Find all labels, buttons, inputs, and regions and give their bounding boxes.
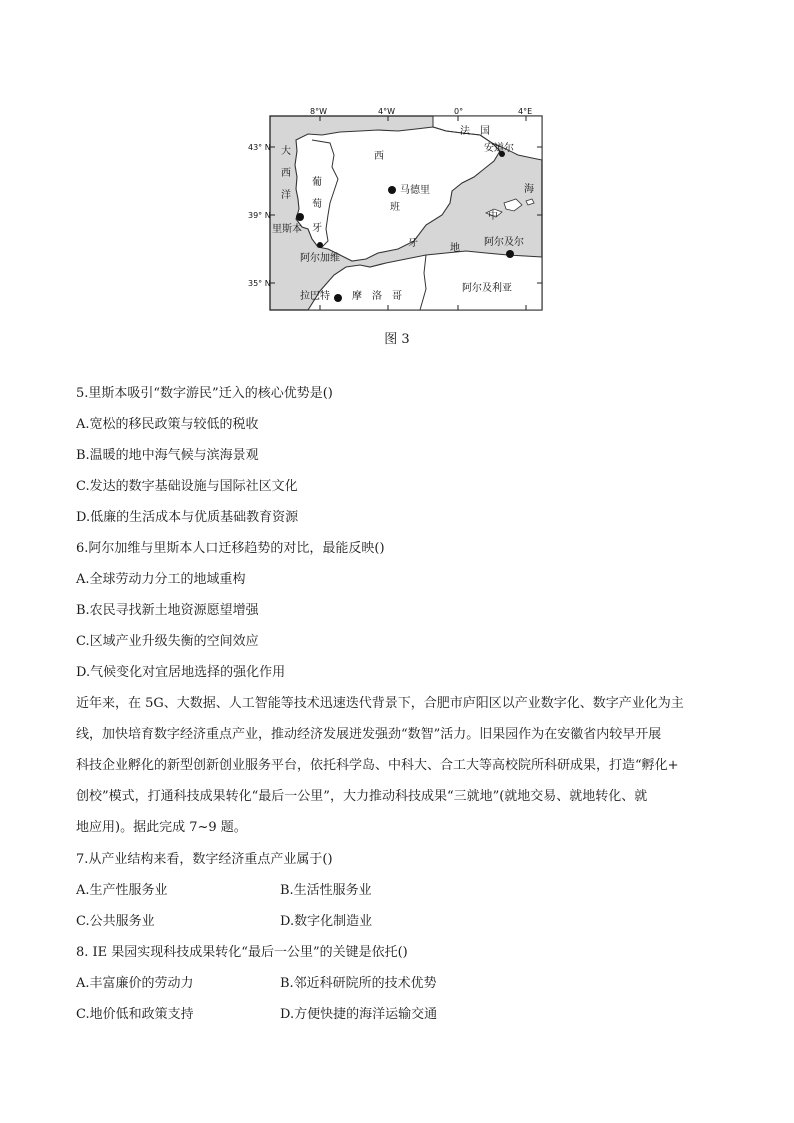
lat-tick-39n: 39° N (248, 211, 271, 220)
q7-stem: 7.从产业结构来看，数字经济重点产业属于() (76, 852, 333, 867)
q6-option-d: D.气候变化对宜居地选择的强化作用 (76, 665, 286, 680)
passage-line-3: 科技企业孵化的新型创新创业服务平台，依托科学岛、中科大、合工大等高校院所科研成果，打造“孵化+ (76, 758, 679, 773)
label-algarve: 阿尔加维 (300, 253, 340, 264)
passage-line-2: 线，加快培育数字经济重点产业，推动经济发展迸发强劲“数智”活力。旧果园作为在安徽省内较早开展 (76, 727, 662, 742)
q7-option-a: A.生产性服务业 (76, 883, 168, 898)
q6-option-c: C.区域产业升级失衡的空间效应 (76, 634, 259, 649)
label-algiers: 阿尔及尔 (484, 237, 524, 248)
lat-tick-35n: 35° N (248, 279, 271, 288)
q5-stem: 5.里斯本吸引“数字游民”迁入的核心优势是() (76, 386, 333, 401)
q8-stem: 8. IE 果园实现科技成果转化“最后一公里”的关键是依托() (76, 945, 408, 960)
label-spain-1: 西 (374, 151, 384, 162)
lon-tick-4e: 4°E (518, 107, 533, 116)
q5-option-c: C.发达的数字基础设施与国际社区文化 (76, 479, 298, 494)
q7-option-b: B.生活性服务业 (280, 883, 372, 898)
lon-tick-4w: 4°W (378, 107, 395, 116)
label-morocco: 摩 洛 哥 (352, 291, 402, 302)
q8-option-c: C.地价低和政策支持 (76, 1007, 194, 1022)
q6-option-a: A.全球劳动力分工的地域重构 (76, 572, 246, 587)
label-med-1: 海 (524, 184, 534, 195)
passage-line-4: 创校”模式，打通科技成果转化“最后一公里”，大力推动科技成果“三就地”(就地交易、就地转化、就 (76, 789, 648, 804)
lon-tick-8w: 8°W (310, 107, 327, 116)
madrid-dot (388, 186, 396, 194)
label-portugal-2: 萄 (312, 199, 322, 210)
q7-option-d: D.数字化制造业 (280, 914, 373, 929)
q8-option-b: B.邻近科研院所的技术优势 (280, 976, 437, 991)
label-portugal-3: 牙 (312, 223, 322, 234)
q5-option-b: B.温暖的地中海气候与滨海景观 (76, 448, 259, 463)
label-med-3: 地 (450, 243, 460, 254)
passage-line-1: 近年来，在 5G、大数据、人工智能等技术迅速迭代背景下，合肥市庐阳区以产业数字化、数字产业化为主 (76, 696, 684, 711)
algarve-dot (317, 242, 323, 248)
q7-option-c: C.公共服务业 (76, 914, 155, 929)
label-france: 法 国 (460, 126, 490, 137)
q5-option-d: D.低廉的生活成本与优质基础教育资源 (76, 510, 299, 525)
label-med-2: 中 (488, 211, 498, 222)
q8-option-d: D.方便快捷的海洋运输交通 (280, 1007, 438, 1022)
label-spain-2: 班 (390, 202, 400, 213)
iberia-map (248, 105, 548, 315)
algiers-dot (506, 250, 514, 258)
label-rabat: 拉巴特 (300, 291, 330, 302)
lon-tick-0: 0° (454, 107, 464, 116)
label-portugal-1: 葡 (312, 177, 322, 188)
passage-line-5: 地应用)。据此完成 7~9 题。 (76, 820, 247, 835)
iberia-map-figure (248, 105, 548, 315)
q5-option-a: A.宽松的移民政策与较低的税收 (76, 417, 259, 432)
label-madrid: 马德里 (400, 185, 430, 196)
label-andorra: 安道尔 (484, 143, 514, 154)
label-lisbon: 里斯本 (272, 224, 302, 235)
q6-option-b: B.农民寻找新土地资源愿望增强 (76, 603, 259, 618)
label-atlantic-3: 洋 (281, 190, 291, 201)
rabat-dot (334, 294, 342, 302)
q8-option-a: A.丰富廉价的劳动力 (76, 976, 194, 991)
lisbon-dot (296, 213, 304, 221)
label-algeria: 阿尔及利亚 (462, 283, 512, 294)
q6-stem: 6.阿尔加维与里斯本人口迁移趋势的对比，最能反映() (76, 541, 385, 556)
label-atlantic-2: 西 (281, 168, 291, 179)
lat-tick-43n: 43° N (248, 143, 271, 152)
figure-caption: 图 3 (384, 332, 410, 347)
label-atlantic-1: 大 (281, 146, 291, 157)
label-spain-3: 牙 (408, 238, 418, 249)
